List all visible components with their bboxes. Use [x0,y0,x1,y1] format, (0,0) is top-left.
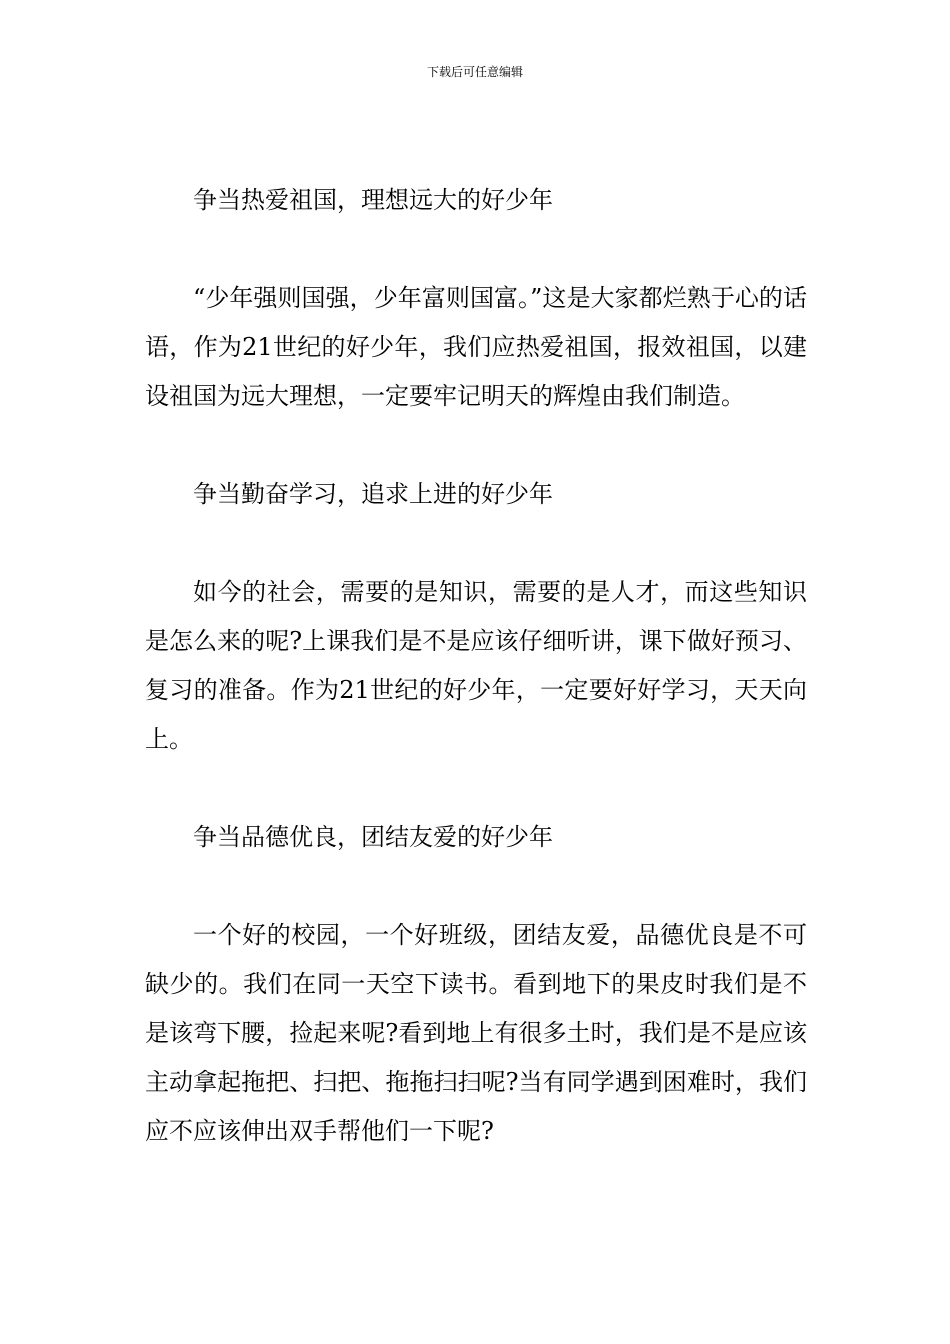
page-header: 下载后可任意编辑 [426,65,523,79]
paragraph-study: 如今的社会，需要的是知识，需要的是人才，而这些知识是怎么来的呢?上课我们是不是应该仔细听讲，课下做好预习、复习的准备。作为21世纪的好少年，一定要好好学习，天天向上。 [145,578,807,753]
section-heading-study: 争当勤奋学习，追求上进的好少年 [193,480,553,508]
section-heading-virtue: 争当品德优良，团结友爱的好少年 [193,823,553,851]
document-body [145,176,807,1205]
section-heading-patriotism: 争当热爱祖国，理想远大的好少年 [193,186,553,214]
paragraph-patriotism: “少年强则国强，少年富则国富。”这是大家都烂熟于心的话语，作为21世纪的好少年，我们应热爱祖国，报效祖国，以建设祖国为远大理想，一定要牢记明天的辉煌由我们制造。 [145,284,807,410]
paragraph-virtue: 一个好的校园，一个好班级，团结友爱，品德优良是不可缺少的。我们在同一天空下读书。看到地下的果皮时我们是不是该弯下腰，捡起来呢?看到地上有很多土时，我们是不是应该主动拿起拖把、扫把、拖拖扫扫呢?当有同学遇到困难时，我们应不应该伸出双手帮他们一下呢? [145,921,807,1145]
